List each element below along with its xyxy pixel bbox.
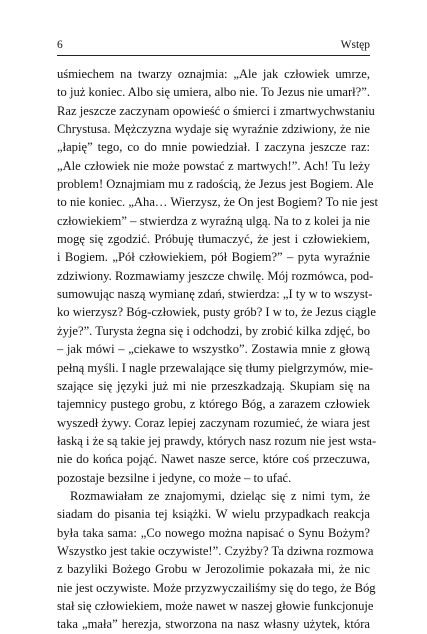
paragraph (57, 487, 376, 634)
text-line: i Bogiem. „Pół człowiekiem, pół Bogiem?” – pyta wyraźnie (57, 250, 370, 265)
text-line: Wszystko jest takie oczywiste!”. Czyżby? Ta dziwna rozmowa (57, 543, 374, 558)
text-line: z bazyliki Bożego Grobu w Jerozolimie pokazała mi, że nic (57, 562, 370, 577)
text-line: uśmiechem na twarzy oznajmia: „Ale jak człowiek umrze, (57, 67, 370, 81)
text-line: ko wierzysz? Bóg-człowiek, pusty grób? I w to, że Jezus ciągle (57, 305, 376, 320)
text-line: była taka sama: „Co nowego można napisać o Synu Bożym? (57, 525, 370, 540)
running-head (57, 39, 370, 56)
text-line: zdziwiony. Rozmawiamy jeszcze chwilę. Mój rozmówca, pod- (57, 268, 374, 283)
text-line: łaską i że są takie jej prawdy, których nasz rozum nie jest wsta- (57, 433, 377, 448)
text-line: „łapię” tego, co do mnie powiedział. I zaczyna jeszcze raz: (57, 140, 370, 155)
text-line: człowiekiem” – stwierdza z wyraźną ulgą. Na to z kolei ja nie (57, 213, 370, 228)
chapter-title: Wstęp (340, 39, 370, 51)
text-line: mogę się zgodzić. Próbuję tłumaczyć, że jest i człowiekiem, (57, 232, 370, 247)
text-line: Raz jeszcze zaczynam opowieść o śmierci i zmartwychwstaniu (57, 103, 375, 118)
text-line: – jak mówi – „ciekawe to wszystko”. Zostawia mnie z głową (57, 342, 370, 357)
text-line: nie do końca pojąć. Nawet nasze serce, które coś przeczuwa, (57, 452, 370, 467)
text-line: wyszedł żywy. Coraz lepiej zaczynam rozumieć, że wiara jest (57, 415, 370, 430)
paragraph (57, 65, 378, 487)
text-line: pozostaje bezsilne i jedyne, co może – to ufać. (57, 470, 292, 485)
text-line: Chrystusa. Mężczyzna wydaje się wyraźnie zdziwiony, że nie (57, 122, 370, 137)
text-line: „Ale człowiek nie może powstać z martwych!”. Ach! Tu leży (57, 158, 370, 173)
page-number: 6 (57, 39, 63, 51)
text-line: taka „mała” herezja, stworzona na nasz własny użytek, która (57, 617, 370, 632)
text-line: tajemnicy pustego grobu, z którego Bóg, a zarazem człowiek (57, 397, 370, 412)
body-text (57, 65, 378, 634)
text-line: siadam do pisania tej książki. W wielu przypadkach reakcja (57, 507, 370, 522)
text-line: pełną myśli. I nagle przewalające się tłumy pielgrzymów, mie- (57, 360, 374, 375)
text-line: stał się człowiekiem, może nawet w naszej głowie funkcjonuje (57, 598, 374, 613)
text-line: sumowując naszą wymianę zdań, stwierdza: „I ty w to wszyst- (57, 287, 373, 302)
text-line: żyje?”. Turysta żegna się i odchodzi, by zrobić kilka zdjęć, bo (57, 323, 370, 338)
text-line: to już koniec. Albo się umiera, albo nie. To Jezus nie umarł?”. (57, 85, 370, 100)
text-line: Rozmawiałam ze znajomymi, dzieląc się z nimi tym, że (70, 488, 370, 503)
text-line: problem! Oznajmiam mu z radością, że Jezus jest Bogiem. Ale (57, 177, 374, 192)
text-line: nie jest oczywiste. Może przyzwyczailiśmy się do tego, że Bóg (57, 580, 376, 595)
text-line: to nie koniec. „Aha… Wierzysz, że On jest Bogiem? To nie jest (57, 195, 378, 210)
text-line: szające się języki już mi nie przeszkadzają. Skupiam się na (57, 378, 370, 393)
